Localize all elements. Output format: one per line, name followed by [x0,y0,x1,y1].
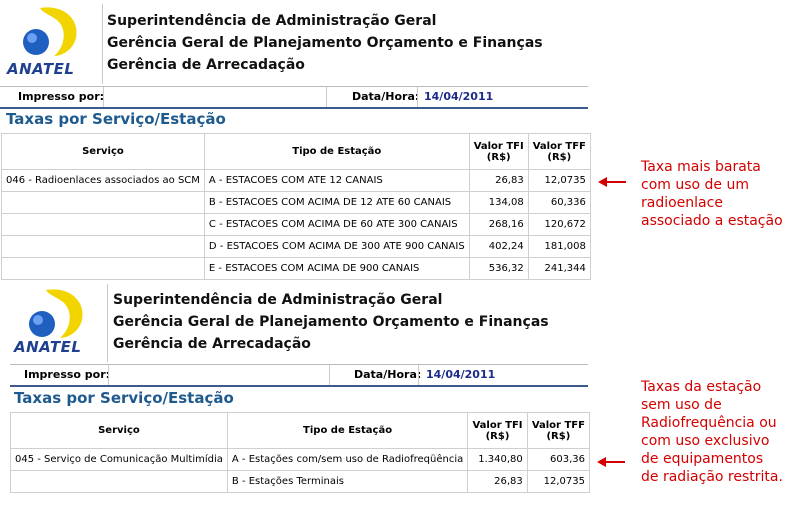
tfi-cell: 26,83 [468,471,528,493]
tipo-cell: B - ESTACOES COM ACIMA DE 12 ATE 60 CANAIS [204,192,469,214]
col-tfi [468,413,528,449]
service-cell-empty [2,192,205,214]
header-divider [107,284,108,362]
datetime-value: 14/04/2011 [424,90,494,103]
note-line: Taxa mais barata [641,159,761,175]
col-tfi-unit: (R$) [486,151,511,163]
table-row [2,214,591,236]
tff-cell: 12,0735 [527,471,589,493]
col-tfi-unit: (R$) [485,430,510,442]
section-title: Taxas por Serviço/Estação [14,389,234,407]
note-line: com uso de um [641,177,749,193]
tff-cell: 120,672 [528,214,590,236]
service-cell-empty [2,258,205,280]
printed-by-value [108,365,329,385]
tipo-cell: A - ESTACOES COM ATE 12 CANAIS [204,170,469,192]
table-row [11,471,590,493]
fees-table-1 [1,133,591,280]
tfi-cell: 26,83 [469,170,528,192]
tff-cell: 181,008 [528,236,590,258]
header-block [113,289,549,355]
col-tfi-label: Valor TFI [472,419,523,431]
note-line: com uso exclusivo [641,433,770,449]
tipo-cell: C - ESTACOES COM ACIMA DE 60 ATE 300 CANAIS [204,214,469,236]
col-tff [528,134,590,170]
table-header-row [2,134,591,170]
note-line: de equipamentos [641,451,764,467]
note-line: sem uso de [641,397,722,413]
note-line: de radiação restrita. [641,469,783,485]
col-servico: Serviço [11,413,228,449]
annotation-note-2 [641,378,783,486]
document-panel-1 [0,0,590,280]
header-line-3: Gerência de Arrecadação [107,57,305,73]
col-tff-label: Valor TFF [531,419,585,431]
col-tff-label: Valor TFF [532,140,586,152]
col-tff-unit: (R$) [546,430,571,442]
anatel-logo-text: ANATEL [7,60,75,78]
document-panel-2 [8,282,590,496]
header-line-3: Gerência de Arrecadação [113,336,311,352]
printed-by-value [103,87,326,107]
tipo-cell: B - Estações Terminais [227,471,467,493]
tipo-cell: D - ESTACOES COM ACIMA DE 300 ATE 900 CANAIS [204,236,469,258]
header-divider [102,4,103,84]
tfi-cell: 1.340,80 [468,449,528,471]
service-cell-empty [2,214,205,236]
header-line-2: Gerência Geral de Planejamento Orçamento e Finanças [113,314,549,330]
col-tff-unit: (R$) [547,151,572,163]
tipo-cell: A - Estações com/sem uso de Radiofreqüência [227,449,467,471]
tff-cell: 603,36 [527,449,589,471]
header-line-1: Superintendência de Administração Geral [107,13,437,29]
print-bar [0,86,588,109]
header-line-2: Gerência Geral de Planejamento Orçamento e Finanças [107,35,543,51]
col-tfi [469,134,528,170]
table-row [2,170,591,192]
table-header-row [11,413,590,449]
printed-by-label: Impresso por: [18,90,105,103]
col-tfi-label: Valor TFI [473,140,524,152]
datetime-label: Data/Hora: [354,368,422,381]
datetime-value: 14/04/2011 [426,368,496,381]
print-bar [10,364,588,387]
anatel-logo-icon [10,4,82,60]
annotation-note-1 [641,158,783,230]
table-row [2,192,591,214]
note-line: associado a estação [641,213,783,229]
col-tipo: Tipo de Estação [204,134,469,170]
anatel-logo-icon [16,286,88,342]
tff-cell: 12,0735 [528,170,590,192]
tfi-cell: 536,32 [469,258,528,280]
printed-by-label: Impresso por: [24,368,111,381]
arrow-left-icon [597,455,627,469]
tfi-cell: 134,08 [469,192,528,214]
anatel-logo-text: ANATEL [14,338,82,356]
arrow-left-icon [598,175,628,189]
service-cell-empty [11,471,228,493]
header-line-1: Superintendência de Administração Geral [113,292,443,308]
table-row [2,258,591,280]
tff-cell: 241,344 [528,258,590,280]
note-line: Radiofrequência ou [641,415,777,431]
tipo-cell: E - ESTACOES COM ACIMA DE 900 CANAIS [204,258,469,280]
tfi-cell: 402,24 [469,236,528,258]
datetime-label: Data/Hora: [352,90,420,103]
fees-table-2 [10,412,590,493]
table-row [11,449,590,471]
service-cell-empty [2,236,205,258]
tff-cell: 60,336 [528,192,590,214]
tfi-cell: 268,16 [469,214,528,236]
col-servico: Serviço [2,134,205,170]
note-line: radioenlace [641,195,723,211]
header-block [107,10,543,76]
section-title: Taxas por Serviço/Estação [6,110,226,128]
service-cell: 046 - Radioenlaces associados ao SCM [2,170,205,192]
service-cell: 045 - Serviço de Comunicação Multimídia [11,449,228,471]
table-row [2,236,591,258]
note-line: Taxas da estação [641,379,762,395]
col-tipo: Tipo de Estação [227,413,467,449]
col-tff [527,413,589,449]
